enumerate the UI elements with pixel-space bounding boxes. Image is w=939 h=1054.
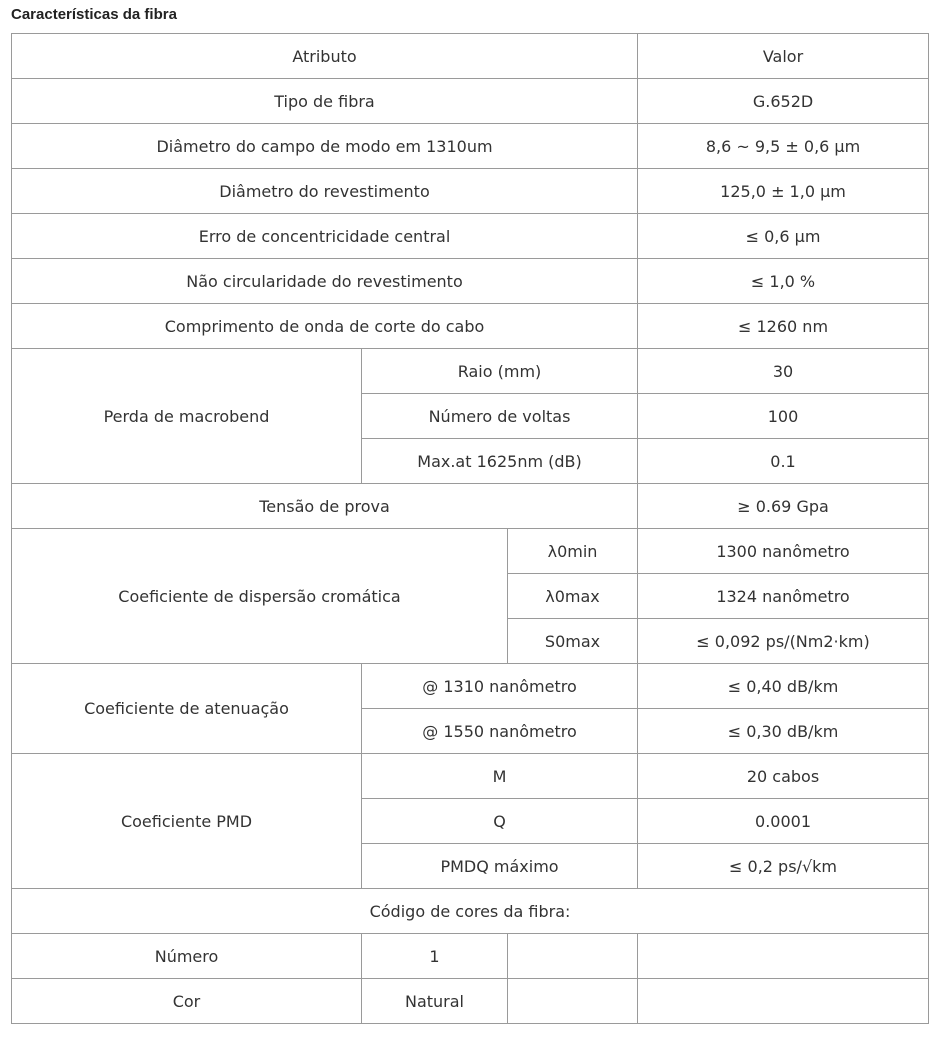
table-row — [12, 259, 929, 304]
section-title: Características da fibra — [11, 6, 177, 23]
table-row — [12, 754, 929, 799]
table-row — [12, 304, 929, 349]
pmd-label: Coeficiente PMD — [12, 754, 362, 889]
empty-cell — [508, 979, 638, 1024]
proof-stress-value: ≥ 0.69 Gpa — [638, 484, 929, 529]
header-value: Valor — [638, 34, 929, 79]
fiber-type-value: G.652D — [638, 79, 929, 124]
dispersion-label: Coeficiente de dispersão cromática — [12, 529, 508, 664]
table-row — [12, 124, 929, 169]
empty-cell — [508, 934, 638, 979]
number-value: 1 — [362, 934, 508, 979]
cladding-diameter-value: 125,0 ± 1,0 μm — [638, 169, 929, 214]
dispersion-param: λ0min — [508, 529, 638, 574]
fiber-type-label: Tipo de fibra — [12, 79, 638, 124]
table-row — [12, 889, 929, 934]
macrobend-param: Número de voltas — [362, 394, 638, 439]
dispersion-value: 1300 nanômetro — [638, 529, 929, 574]
color-code-title: Código de cores da fibra: — [12, 889, 929, 934]
table-row — [12, 349, 929, 394]
attenuation-label: Coeficiente de atenuação — [12, 664, 362, 754]
macrobend-value: 100 — [638, 394, 929, 439]
attenuation-param: @ 1310 nanômetro — [362, 664, 638, 709]
macrobend-param: Max.at 1625nm (dB) — [362, 439, 638, 484]
table-row — [12, 214, 929, 259]
pmd-value: ≤ 0,2 ps/√km — [638, 844, 929, 889]
attenuation-value: ≤ 0,40 dB/km — [638, 664, 929, 709]
header-attribute: Atributo — [12, 34, 638, 79]
empty-cell — [638, 934, 929, 979]
mode-field-value: 8,6 ~ 9,5 ± 0,6 μm — [638, 124, 929, 169]
concentricity-label: Erro de concentricidade central — [12, 214, 638, 259]
pmd-param: M — [362, 754, 638, 799]
non-circularity-value: ≤ 1,0 % — [638, 259, 929, 304]
table-row — [12, 169, 929, 214]
pmd-value: 20 cabos — [638, 754, 929, 799]
dispersion-value: ≤ 0,092 ps/(Nm2·km) — [638, 619, 929, 664]
cutoff-label: Comprimento de onda de corte do cabo — [12, 304, 638, 349]
dispersion-value: 1324 nanômetro — [638, 574, 929, 619]
non-circularity-label: Não circularidade do revestimento — [12, 259, 638, 304]
proof-stress-label: Tensão de prova — [12, 484, 638, 529]
cutoff-value: ≤ 1260 nm — [638, 304, 929, 349]
concentricity-value: ≤ 0,6 μm — [638, 214, 929, 259]
number-label: Número — [12, 934, 362, 979]
attenuation-param: @ 1550 nanômetro — [362, 709, 638, 754]
table-row — [12, 664, 929, 709]
table-header-row — [12, 34, 929, 79]
color-value: Natural — [362, 979, 508, 1024]
pmd-param: PMDQ máximo — [362, 844, 638, 889]
table-row — [12, 979, 929, 1024]
table-row — [12, 484, 929, 529]
table-row — [12, 79, 929, 124]
table-row — [12, 529, 929, 574]
macrobend-label: Perda de macrobend — [12, 349, 362, 484]
color-label: Cor — [12, 979, 362, 1024]
macrobend-value: 30 — [638, 349, 929, 394]
macrobend-value: 0.1 — [638, 439, 929, 484]
dispersion-param: λ0max — [508, 574, 638, 619]
cladding-diameter-label: Diâmetro do revestimento — [12, 169, 638, 214]
pmd-param: Q — [362, 799, 638, 844]
pmd-value: 0.0001 — [638, 799, 929, 844]
macrobend-param: Raio (mm) — [362, 349, 638, 394]
dispersion-param: S0max — [508, 619, 638, 664]
fiber-characteristics-table — [11, 33, 929, 1024]
empty-cell — [638, 979, 929, 1024]
table-row — [12, 934, 929, 979]
attenuation-value: ≤ 0,30 dB/km — [638, 709, 929, 754]
mode-field-label: Diâmetro do campo de modo em 1310um — [12, 124, 638, 169]
